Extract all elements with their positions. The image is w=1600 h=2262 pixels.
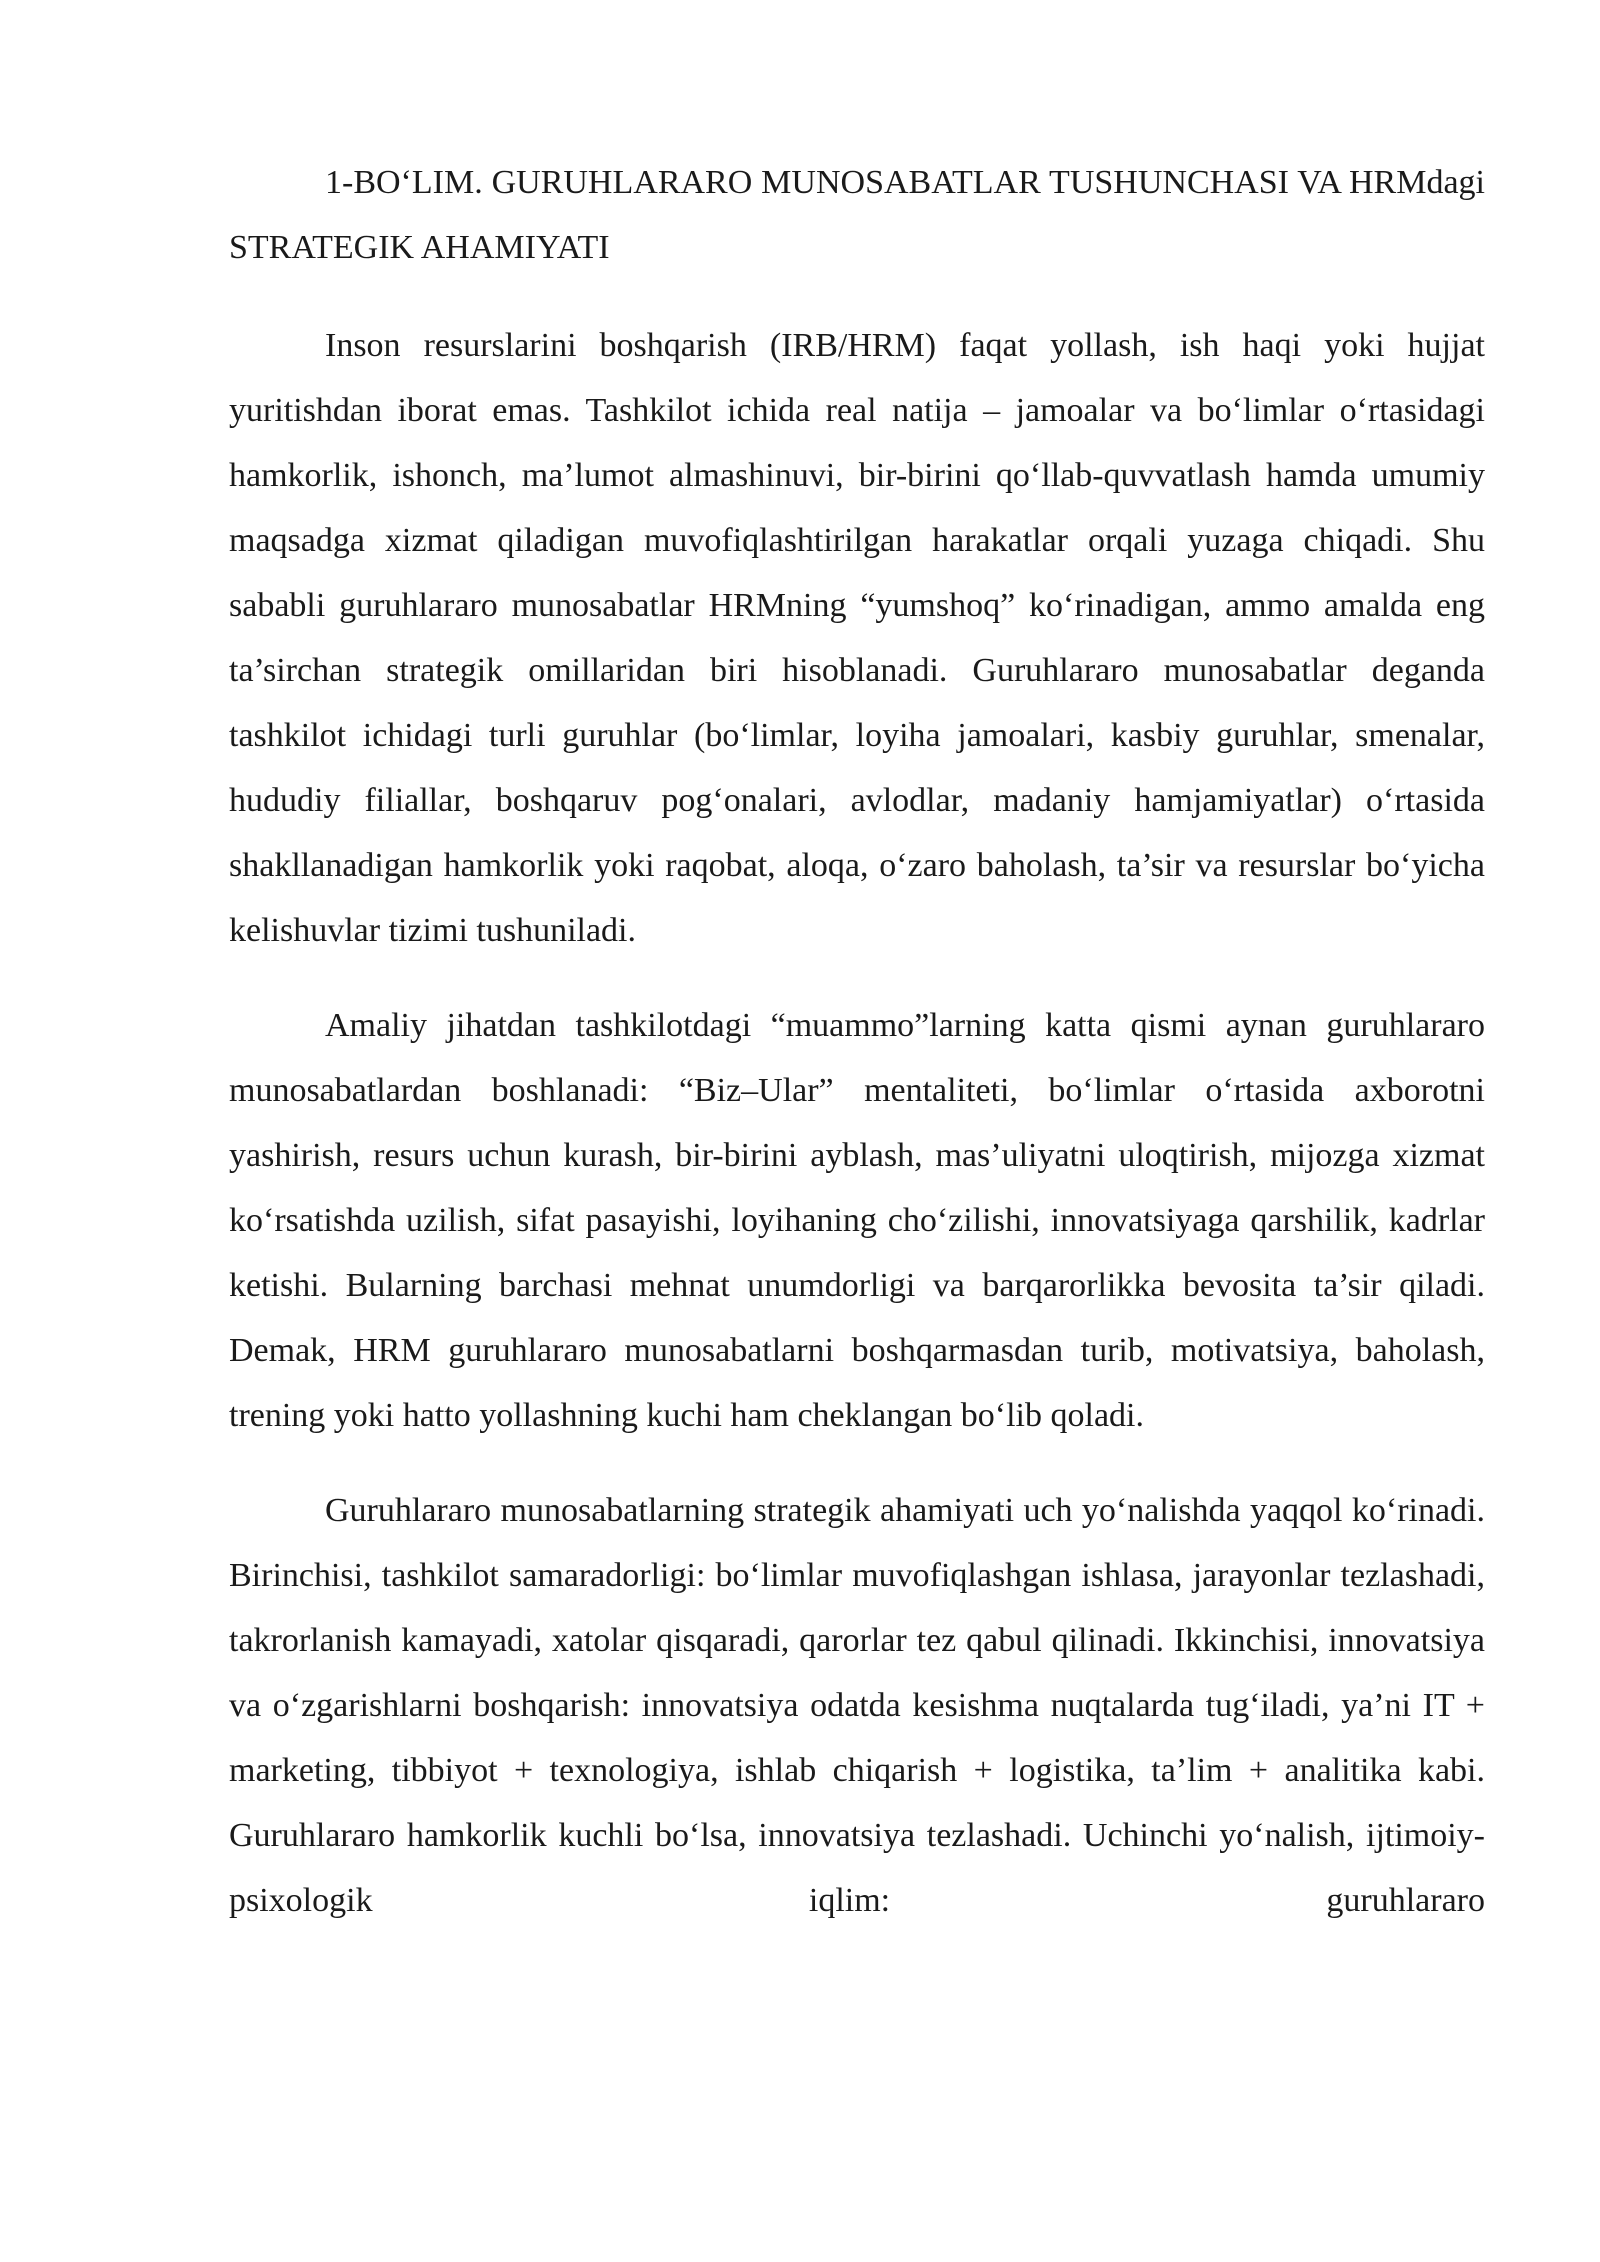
- paragraph-2: Amaliy jihatdan tashkilotdagi “muammo”larning katta qismi aynan guruhlararo munosabatlardan boshlanadi: “Biz–Ular” mentaliteti, bo‘limlar o‘rtasida axborotni yashirish, resurs uchun kurash, bir-birini ayblash, mas’uliyatni uloqtirish, mijozga xizmat ko‘rsatishda uzilish, sifat pasayishi, loyihaning cho‘zilishi, innovatsiyaga qarshilik, kadrlar ketishi. Bularning barchasi mehnat unumdorligi va barqarorlikka bevosita ta’sir qiladi. Demak, HRM guruhlararo munosabatlarni boshqarmasdan turib, motivatsiya, baholash, trening yoki hatto yollashning kuchi ham cheklangan bo‘lib qoladi.: [229, 1007, 1485, 1434]
- section-heading: 1-BO‘LIM. GURUHLARARO MUNOSABATLAR TUSHUNCHASI VA HRMdagi STRATEGIK AHAMIYATI: [229, 164, 1485, 266]
- document-page: [229, 150, 1485, 1963]
- paragraph-1: Inson resurslarini boshqarish (IRB/HRM) faqat yollash, ish haqi yoki hujjat yuritishdan iborat emas. Tashkilot ichida real natija – jamoalar va bo‘limlar o‘rtasidagi hamkorlik, ishonch, ma’lumot almashinuvi, bir-birini qo‘llab-quvvatlash hamda umumiy maqsadga xizmat qiladigan muvofiqlashtirilgan harakatlar orqali yuzaga chiqadi. Shu sababli guruhlararo munosabatlar HRMning “yumshoq” ko‘rinadigan, ammo amalda eng ta’sirchan strategik omillaridan biri hisoblanadi. Guruhlararo munosabatlar deganda tashkilot ichidagi turli guruhlar (bo‘limlar, loyiha jamoalari, kasbiy guruhlar, smenalar, hududiy filiallar, boshqaruv pog‘onalari, avlodlar, madaniy hamjamiyatlar) o‘rtasida shakllanadigan hamkorlik yoki raqobat, aloqa, o‘zaro baholash, ta’sir va resurslar bo‘yicha kelishuvlar tizimi tushuniladi.: [229, 327, 1485, 949]
- paragraph-3: Guruhlararo munosabatlarning strategik ahamiyati uch yo‘nalishda yaqqol ko‘rinadi. Birinchisi, tashkilot samaradorligi: bo‘limlar muvofiqlashgan ishlasa, jarayonlar tezlashadi, takrorlanish kamayadi, xatolar qisqaradi, qarorlar tez qabul qilinadi. Ikkinchisi, innovatsiya va o‘zgarishlarni boshqarish: innovatsiya odatda kesishma nuqtalarda tug‘iladi, ya’ni IT + marketing, tibbiyot + texnologiya, ishlab chiqarish + logistika, ta’lim + analitika kabi. Guruhlararo hamkorlik kuchli bo‘lsa, innovatsiya tezlashadi. Uchinchi yo‘nalish, ijtimoiy-psixologik iqlim: guruhlararo: [229, 1492, 1485, 1919]
